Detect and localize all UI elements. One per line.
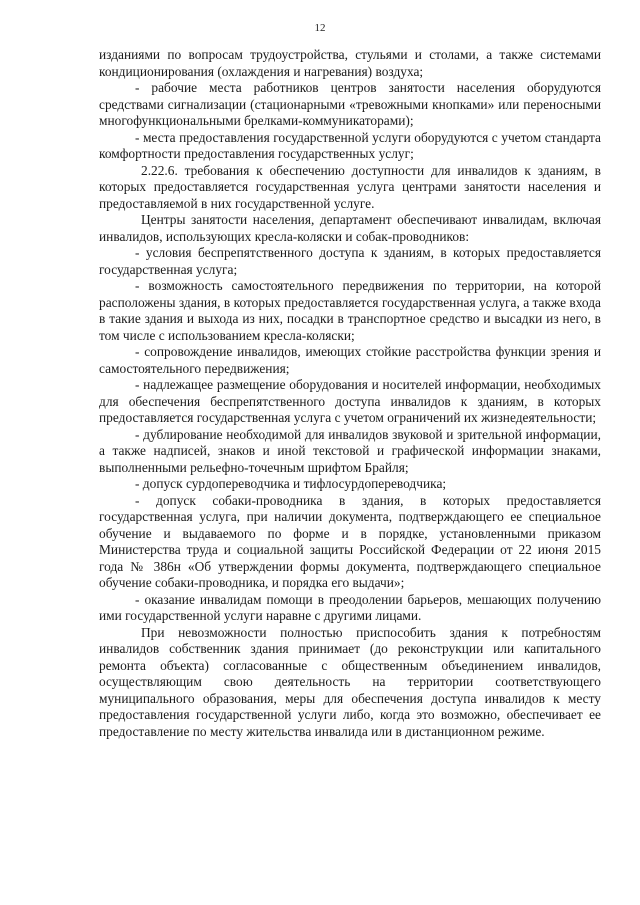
list-item-movement: - возможность самостоятельного передвижения по территории, на которой расположены здания, в которых предоставляется государственная услуга, а также входа в такие здания и выхода из них, посадки в транспортное средство и высадки из него, в том числе с использованием кресла-коляски; bbox=[99, 278, 601, 343]
document-body bbox=[99, 47, 601, 740]
list-item-equipment-placement: - надлежащее размещение оборудования и носителей информации, необходимых для обеспечения беспрепятственного доступа инвалидов к зданиям, в которых предоставляется государственная услуга с учетом ограничений их жизнедеятельности; bbox=[99, 377, 601, 425]
list-item-access-conditions: - условия беспрепятственного доступа к зданиям, в которых предоставляется государственная услуга; bbox=[99, 245, 601, 277]
list-item-sign-interpreter: - допуск сурдопереводчика и тифлосурдопереводчика; bbox=[135, 476, 447, 491]
page-number: 12 bbox=[314, 22, 326, 34]
list-item-escort: - сопровождение инвалидов, имеющих стойкие расстройства функции зрения и самостоятельного передвижения; bbox=[99, 344, 601, 376]
list-item-barrier-help: - оказание инвалидам помощи в преодолении барьеров, мешающих получению ими государственной услуги наравне с другими лицами. bbox=[99, 591, 601, 623]
paragraph-centers-provide: Центры занятости населения, департамент обеспечивают инвалидам, включая инвалидов, использующих кресла-коляски и собак-проводников: bbox=[99, 212, 601, 244]
list-item-braille-duplication: - дублирование необходимой для инвалидов звуковой и зрительной информации, а также надписей, знаков и иной текстовой и графической информации знаками, выполненными рельефно-точечным шрифтом Брайля; bbox=[99, 426, 601, 475]
paragraph-section-2-22-6: 2.22.6. требования к обеспечению доступности для инвалидов к зданиям, в которых предоставляется государственная услуга центрами занятости населения и предоставляемой в них государственной услуге. bbox=[99, 162, 601, 211]
paragraph-owner-measures: При невозможности полностью приспособить здания к потребностям инвалидов собственник здания принимает (до реконструкции или капитального ремонта объекта) согласованные с общественным объединением инвалидов, осуществляющим свою деятельность на территории соответствующего муниципального образования, меры для обеспечения доступа инвалидов к месту предоставления государственной услуги либо, когда это возможно, обеспечивает ее предоставление по месту жительства инвалида или в дистанционном режиме. bbox=[99, 624, 601, 739]
paragraph-workplaces-alarm: - рабочие места работников центров занятости населения оборудуются средствами сигнализации (стационарными «тревожными кнопками» или переносными многофункциональными брелками-коммуникаторами); bbox=[99, 80, 601, 128]
paragraph-comfort-standard: - места предоставления государственной услуги оборудуются с учетом стандарта комфортности предоставления государственных услуг; bbox=[99, 129, 601, 161]
paragraph-continuation: изданиями по вопросам трудоустройства, стульями и столами, а также системами кондиционирования (охлаждения и нагревания) воздуха; bbox=[99, 47, 601, 79]
list-item-guide-dog: - допуск собаки-проводника в здания, в которых предоставляется государственная услуга, при наличии документа, подтверждающего ее специальное обучение и выдаваемого по форме и в порядке, установленными приказом Министерства труда и социальной защиты Российской Федерации от 22 июня 2015 года № 386н «Об утверждении формы документа, подтверждающего специальное обучение собаки-проводника, и порядка его выдачи»; bbox=[99, 492, 601, 590]
